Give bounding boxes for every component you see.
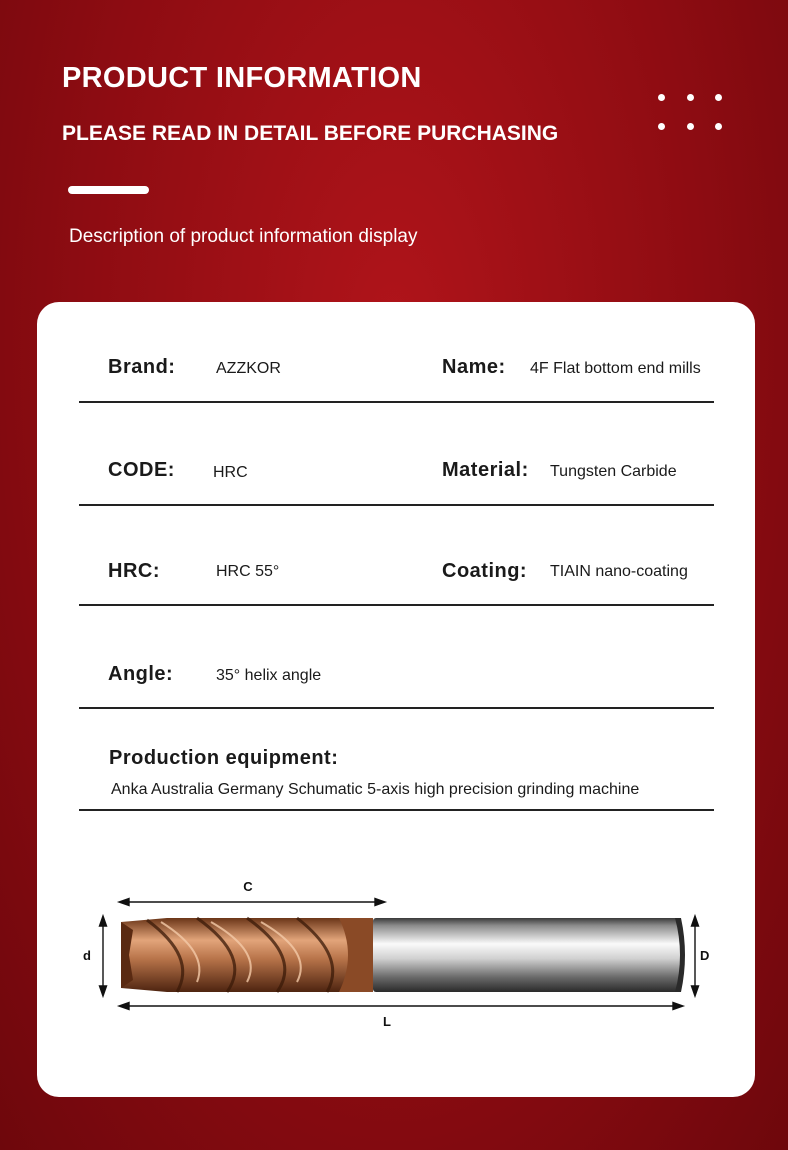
code-label: CODE: xyxy=(108,459,175,481)
coating-label: Coating: xyxy=(442,560,528,582)
l-dimension-label: L xyxy=(383,1014,391,1029)
material-label: Material: xyxy=(442,459,529,481)
hrc-label: HRC: xyxy=(108,560,160,582)
name-value: 4F Flat bottom end mills xyxy=(530,360,701,377)
brand-value: AZZKOR xyxy=(216,360,281,377)
row-divider xyxy=(79,809,714,811)
spec-card xyxy=(37,302,755,1097)
equipment-label: Production equipment: xyxy=(109,747,339,769)
equipment-value: Anka Australia Germany Schumatic 5-axis high precision grinding machine xyxy=(111,781,640,798)
coating-value: TIAIN nano-coating xyxy=(550,563,688,580)
row-divider xyxy=(79,604,714,606)
hrc-value: HRC 55° xyxy=(216,563,280,580)
page-title: PRODUCT INFORMATION xyxy=(62,62,422,94)
row-divider xyxy=(79,401,714,403)
angle-label: Angle: xyxy=(108,663,174,685)
header-divider xyxy=(68,186,149,194)
c-dimension-arrow xyxy=(119,899,385,906)
material-value: Tungsten Carbide xyxy=(550,463,677,480)
row-divider xyxy=(79,707,714,709)
d-large-dimension-arrow xyxy=(692,916,699,996)
shank xyxy=(373,918,681,992)
d-small-dimension-label: d xyxy=(83,948,91,963)
d-small-dimension-arrow xyxy=(100,916,107,996)
c-dimension-label: C xyxy=(243,879,253,894)
brand-label: Brand: xyxy=(108,356,176,378)
angle-value: 35° helix angle xyxy=(216,667,322,684)
code-value: HRC xyxy=(213,464,248,481)
header-description: Description of product information display xyxy=(69,226,418,247)
l-dimension-arrow xyxy=(119,1003,683,1010)
name-label: Name: xyxy=(442,356,506,378)
d-large-dimension-label: D xyxy=(700,948,710,963)
row-divider xyxy=(79,504,714,506)
end-mill-diagram xyxy=(77,872,717,1037)
decorative-dots xyxy=(656,92,728,136)
page-subtitle: PLEASE READ IN DETAIL BEFORE PURCHASING xyxy=(62,122,559,145)
